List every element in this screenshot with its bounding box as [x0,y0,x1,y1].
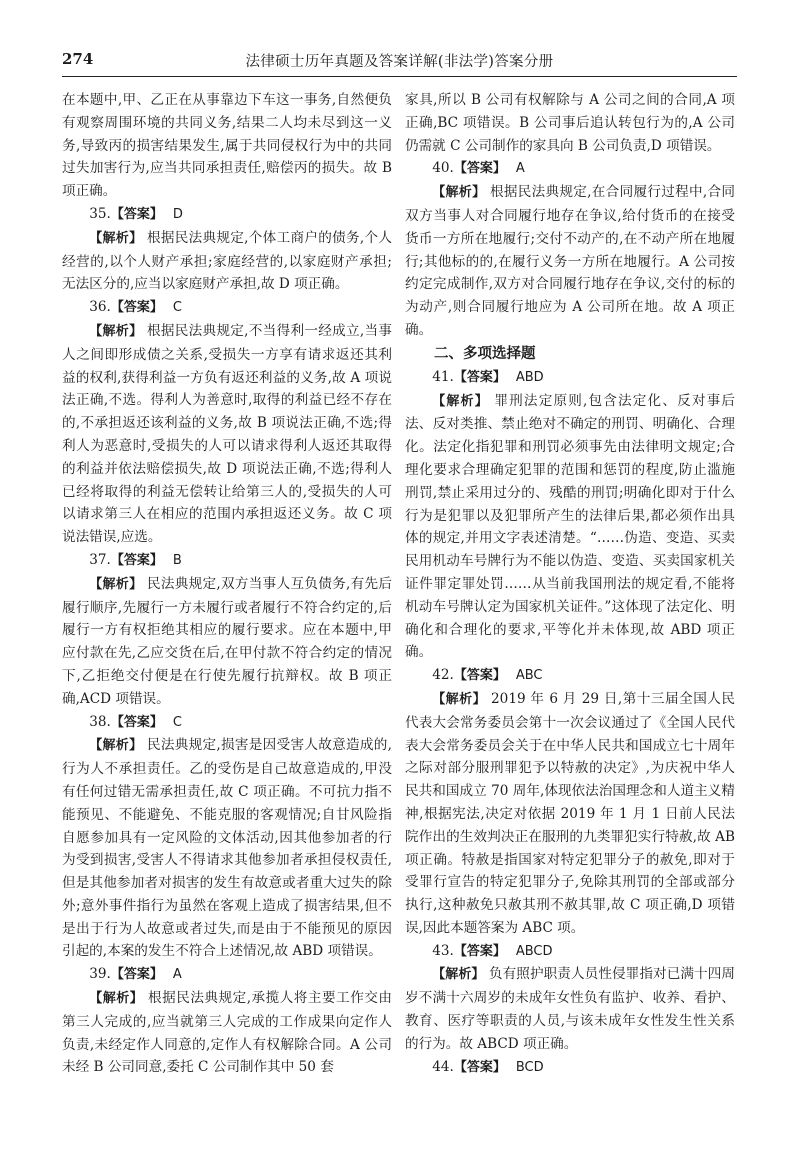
analysis-text: 根据民法典规定,不当得利一经成立,当事人之间即形成债之关系,受损失一方享有请求返还其利益的权利,获得利益一方负有返还利益的义务,故 A 项说法正确,不选。得利人为善意时,取得的利益已经不存在的,不承担返还该利益的义务,故 B 项说法正确,不选;得利人为恶意时,受损失的人可以请求得利人返还其取得的利益并依法赔偿损失,故 D 项说法正确,不选;得利人已经将取得的利益无偿转让给第三人的,受损失的人可以请求第三人在相应的范围内承担返还义务。故 C 项说法错误,应选。 [62,322,392,546]
right-column [405,89,735,1079]
analysis-40 [405,181,735,342]
analysis-label: 【解析】 [432,393,489,409]
answer-line-37 [62,549,392,573]
analysis-41 [405,390,735,665]
question-number: 36. [89,299,111,316]
analysis-36 [62,320,392,549]
continued-paragraph: 家具,所以 B 公司有权解除与 A 公司之间的合同,A 项正确,BC 项错误。B 公司事后追认转包行为的,A 公司仍需就 C 公司制作的家具向 B 公司负责,D 项错误。 [405,92,735,154]
answer-line-43 [405,940,735,964]
analysis-label: 【解析】 [89,738,143,754]
answer-line-42 [405,664,735,688]
answer-value: D [172,206,183,222]
question-number: 40. [432,160,454,177]
analysis-43 [405,963,735,1055]
answer-value: C [172,300,182,316]
analysis-text: 2019 年 6 月 29 日,第十三届全国人民代表大会常务委员会第十一次会议通过了《全国人民代表大会常务委员会关于在中华人民共和国成立七十周年之际对部分服刑罪犯予以特赦的决定》,为庆祝中华人民共和国成立 70 周年,体现依法治国理念和人道主义精神,根据宪法,决定对依据 2019 年 1 月 1 日前人民法院作出的生效判决正在服刑的九类罪犯实行特赦,故 AB 项正确。特赦是指国家对特定犯罪分子的赦免,即对于受罪行宣告的特定犯罪分子,免除其刑罚的全部或部分执行,这种赦免只赦其刑不赦其罪,故 C 项正确,D 项错误,因此本题答案为 ABC 项。 [405,690,735,936]
continued-paragraph: 在本题中,甲、乙正在从事靠边下车这一事务,自然便负有观察周围环境的共同义务,结果二人均未尽到这一义务,导致丙的损害结果发生,属于共同侵权行为中的共同过失加害行为,应当共同承担责任,赔偿丙的损失。故 B 项正确。 [62,92,392,200]
answer-label: 【答案】 [110,714,163,730]
analysis-label: 【解析】 [432,691,487,707]
analysis-label: 【解析】 [89,323,143,339]
analysis-label: 【解析】 [89,576,143,592]
answer-value: ABCD [515,943,553,959]
question-number: 37. [89,551,111,568]
section-heading: 二、多项选择题 [434,345,536,362]
analysis-37 [62,573,392,711]
answer-value: B [172,552,182,568]
analysis-label: 【解析】 [432,967,485,983]
question-number: 38. [89,713,111,730]
running-title: 法律硕士历年真题及答案详解(非法学)答案分册 [245,54,554,70]
question-number: 35. [89,205,111,222]
left-column [62,89,392,1079]
page-header [62,46,737,76]
answer-value: C [172,714,182,730]
analysis-text: 民法典规定,双方当事人互负债务,有先后履行顺序,先履行一方未履行或者履行不符合约定的,后履行一方有权拒绝其相应的履行要求。应在本题中,甲应付款在先,乙应交货在后,在甲付款不符合约定的情况下,乙拒绝交付便是在行使先履行抗辩权。故 B 项正确,ACD 项错误。 [62,575,392,707]
answer-line-39 [62,963,392,987]
analysis-38 [62,734,392,963]
analysis-text: 根据民法典规定,个体工商户的债务,个人经营的,以个人财产承担;家庭经营的,以家庭财产承担;无法区分的,应当以家庭财产承担,故 D 项正确。 [62,229,392,293]
analysis-label: 【解析】 [432,185,486,201]
analysis-text: 根据民法典规定,在合同履行过程中,合同双方当事人对合同履行地存在争议,给付货币的在接受货币一方所在地履行;交付不动产的,在不动产所在地履行;其他标的的,在履行义务一方所在地履行。A 公司按约定完成制作,双方对合同履行地存在争议,交付的标的为动产,则合同履行地应为 A 公司所在地。故 A 项正确。 [405,184,735,338]
answer-label: 【答案】 [453,943,506,959]
answer-line-44 [405,1056,735,1080]
analysis-text: 罪刑法定原则,包含法定化、反对事后法、反对类推、禁止绝对不确定的刑罚、明确化、合理化。法定化指犯罪和刑罚必须事先由法律明文规定;合理化要求合理确定犯罪的范围和惩罚的程度,防止滥施刑罚,禁止采用过分的、残酷的刑罚;明确化即对于什么行为是犯罪以及犯罪所产生的法律后果,都必须作出具体的规定,并用文字表述清楚。“……伪造、变造、买卖民用机动车号牌行为不能以伪造、变造、买卖国家机关证件罪定罪处罚……从当前我国刑法的规定看,不能将机动车号牌认定为国家机关证件。”这体现了法定化、明确化和合理化的要求,平等化并未体现,故 ABD 项正确。 [405,392,735,661]
analysis-39 [62,987,392,1079]
answer-value: BCD [515,1059,544,1075]
answer-line-41 [405,366,735,390]
analysis-35 [62,227,392,296]
analysis-text: 民法典规定,损害是因受害人故意造成的,行为人不承担责任。乙的受伤是自己故意造成的,甲没有任何过错无需承担责任,故 C 项正确。不可抗力指不能预见、不能避免、不能克服的客观情况;自甘风险指自愿参加具有一定风险的文体活动,因其他参加者的行为受到损害,受害人不得请求其他参加者承担侵权责任,但是其他参加者对损害的发生有故意或者重大过失的除外;意外事件指行为虽然在客观上造成了损害结果,但不是出于行为人故意或者过失,而是由于不能预见的原因引起的,本案的发生不符合上述情况,故 ABD 项错误。 [62,737,392,960]
answer-label: 【答案】 [110,552,163,568]
analysis-label: 【解析】 [89,991,144,1007]
question-number: 42. [432,667,454,684]
page-number: 274 [62,50,94,68]
answer-value: ABD [515,369,544,385]
answer-line-35 [62,203,392,227]
answer-label: 【答案】 [110,300,163,316]
answer-line-38 [62,711,392,735]
answer-value: A [172,967,182,983]
question-number: 39. [89,966,111,983]
analysis-42 [405,688,735,940]
answer-label: 【答案】 [453,161,506,177]
header-divider [62,76,737,77]
answer-label: 【答案】 [453,1059,506,1075]
question-number: 43. [432,942,454,959]
question-number: 44. [432,1058,454,1075]
analysis-text: 根据民法典规定,承揽人将主要工作交由第三人完成的,应当就第三人完成的工作成果向定作人负责,未经定作人同意的,定作人有权解除合同。A 公司未经 B 公司同意,委托 C 公司制作其中 50 套 [62,990,392,1076]
analysis-text: 负有照护职责人员性侵罪指对已满十四周岁不满十六周岁的未成年女性负有监护、收养、看护、教育、医疗等职责的人员,与该未成年女性发生性关系的行为。故 ABCD 项正确。 [405,966,735,1052]
answer-label: 【答案】 [110,206,163,222]
analysis-label: 【解析】 [89,230,143,246]
answer-label: 【答案】 [453,369,506,385]
question-number: 41. [432,368,454,385]
answer-label: 【答案】 [453,668,506,684]
answer-line-40 [405,157,735,181]
answer-value: A [515,161,525,177]
answer-value: ABC [515,668,543,684]
answer-label: 【答案】 [110,967,163,983]
answer-line-36 [62,296,392,320]
